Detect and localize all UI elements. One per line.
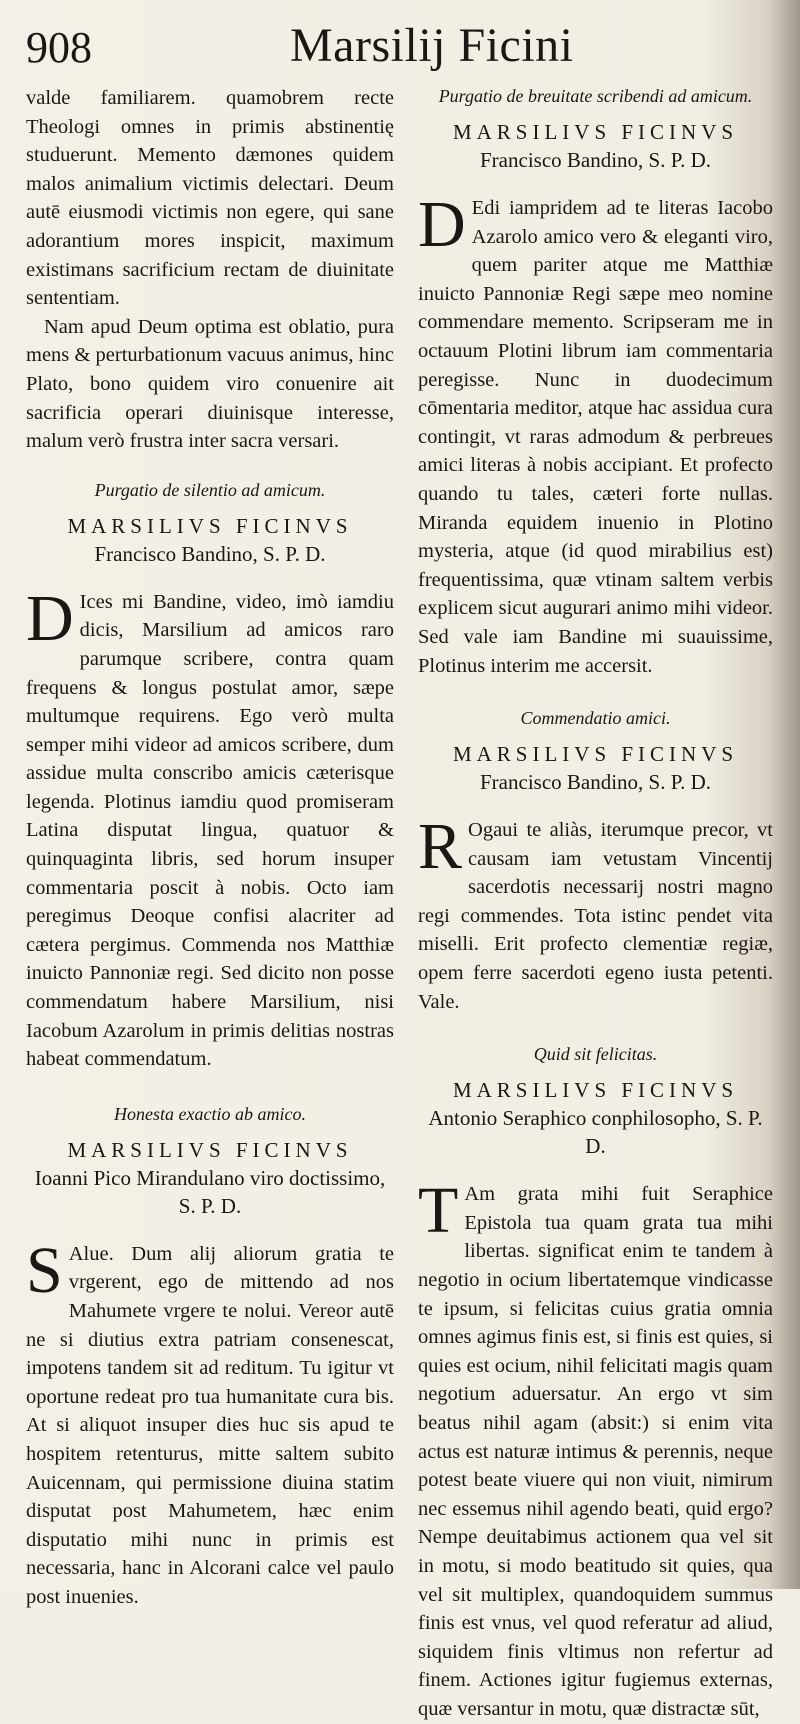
drop-cap: D <box>418 188 466 261</box>
continuation-paragraph: valde familiarem. quamobrem recte Theologi omnes in primis abstinentię studuerunt. Memento dæmones quidem malos animalium victimis delectari. Deum autē eiusmodi victimis non egere, qui sane adorantium mores inspicit, maximum existimans sacrificium rectam de diuinitate sententiam. <box>26 87 394 310</box>
page-header <box>26 18 766 80</box>
drop-cap: S <box>26 1233 63 1307</box>
drop-cap: D <box>26 581 74 655</box>
letter-text: Alue. Dum alij aliorum gratia te vrgerent, ego de mittendo ad nos Mahumete vrgere te nolui. Vereor autē ne si diutius extra patriam consenescat, impotens tandem sit ad reditum. Tu igitur vt oportune redeat pro tua humanitate cura bis. At si aliquot insuper dies huc sis apud te hospitem retenturus, mitte saltem subito Auicennam, qui permissione diuina statim disputat post Mahumetem, hæc enim disputatio mihi nunc in primis est necessaria, hanc in Alcorani calce vel paulo post inuenies. <box>26 1242 394 1608</box>
letter-sender: MARSILIVS FICINVS <box>67 1137 353 1162</box>
letter-sender: MARSILIVS FICINVS <box>452 120 739 144</box>
letter-recipient: Francisco Bandino, S. P. D. <box>480 770 711 795</box>
continuation-paragraph-2: Nam apud Deum optima est oblatio, pura mens & perturbationum vacuus animus, hinc Plato, bono quidem viro conuenire ait sacrificia operari diuinisque interesse, malum verò frustra inter sacra versari. <box>26 315 394 453</box>
letter-recipient: Antonio Seraphico conphilosopho, S. P. D. <box>428 1106 763 1159</box>
letter-recipient: Francisco Bandino, S. P. D. <box>94 541 326 566</box>
letter-heading: Purgatio de breuitate scribendi ad amicum. <box>438 86 753 106</box>
page-number: 908 <box>26 23 92 72</box>
letter-body <box>418 810 773 1016</box>
drop-cap: T <box>418 1174 459 1248</box>
letter-text: Ices mi Bandine, video, imò iamdiu dicis, Marsilium ad amicos raro parumque scribere, contra quam frequens & longus postulat amor, sæpe multumque requirens. Ego verò multa semper mihi videor ad amicos scribere, dum assidue multa conscribo amicis cæterisque legenda. Plotinus iamdiu quod promiseram Latina disputat lingua, quatuor & quinquaginta libris, sed horum insuper commentaria poscit à nobis. Octo iam peregimus Deoque confisi alacriter ad cætera pergimus. Commenda nos Matthiæ inuicto Pannoniæ regi. Sed dicito non posse commendatum habere Marsilium, nisi Iacobum Azarolum in primis delitias nostras habeat commendatum. <box>26 590 394 1071</box>
drop-cap: R <box>418 810 463 884</box>
left-column <box>26 84 394 1612</box>
letter-heading: Quid sit felicitas. <box>533 1044 658 1065</box>
letter-body <box>26 1233 394 1612</box>
letter-body <box>418 188 773 680</box>
letter-sender: MARSILIVS FICINVS <box>452 1078 739 1103</box>
letter-heading: Purgatio de silentio ad amicum. <box>94 479 326 500</box>
running-title: Marsilij Ficini <box>290 19 574 72</box>
letter-body <box>418 1174 773 1723</box>
letter-text: Edi iampridem ad te literas Iacobo Azarolo amico vero & eleganti viro, quem pariter atque me Matthiæ inuicto Pannoniæ Regi sæpe meo nomine commendare memento. Scripseram me in octauum Plotini librum iam commentaria peregisse. Nunc in duodecimum cōmentaria meditor, atque hac assidua cura contingit, vt raras admodum & perbreues amici literas à nobis accipiant. Et profecto quando tu tales, cæteri forte nullas. Miranda equidem inuenio in Plotino mysteria, atque (id quod mirabilius est) frequentissima, quæ vtinam saltem verbis explicem sicut augurari animo mihi videor. Sed vale iam Bandine mi suauissime, Plotinus interim me accersit. <box>418 197 773 677</box>
letter-heading: Honesta exactio ab amico. <box>114 1103 306 1124</box>
letter-text: Ogaui te aliàs, iterumque precor, vt causam iam vetustam Vincentij sacerdotis necessarij nostri magno regi commendes. Tota istinc pendet vita miselli. Erit profecto clementiæ regiæ, opem ferre sacerdoti egeno iusta petenti. Vale. <box>418 819 773 1013</box>
letter-sender: MARSILIVS FICINVS <box>67 513 353 538</box>
letter-recipient: Ioanni Pico Mirandulano viro doctissimo, S. P. D. <box>34 1165 386 1218</box>
letter-recipient: Francisco Bandino, S. P. D. <box>480 148 711 172</box>
letter-body <box>26 581 394 1074</box>
letter-sender: MARSILIVS FICINVS <box>452 742 739 767</box>
letter-text: Am grata mihi fuit Seraphice Epistola tua quam grata tua mihi libertas. significat enim te tandem à negotio in ocium libertatemque vindicasse te ipsum, si felicitas cuius gratia omnia omnes agimus finis est, si finis est quies, si quies est ocium, nihil felicitati magis quam negotium aduersatur. An ergo vt sim beatus nihil agam (absit:) si enim vita actus est naturæ intimus & perennis, neque potest beate viuere qui non viuit, nimirum nec essemus nihil agendo beati, quid ergo? Nempe deuitabimus actionem qua vel sit in motu, si modo beatitudo sit quies, qua vel sit multiplex, quandoquidem summus finis est vnus, vel quod referatur ad aliud, siquidem finis vltimus non refertur ad finem. Actiones igitur fugiemus externas, quæ versantur in motu, quæ distractæ sūt, <box>418 1183 773 1720</box>
right-column <box>418 84 773 1724</box>
letter-heading: Commendatio amici. <box>520 708 671 729</box>
